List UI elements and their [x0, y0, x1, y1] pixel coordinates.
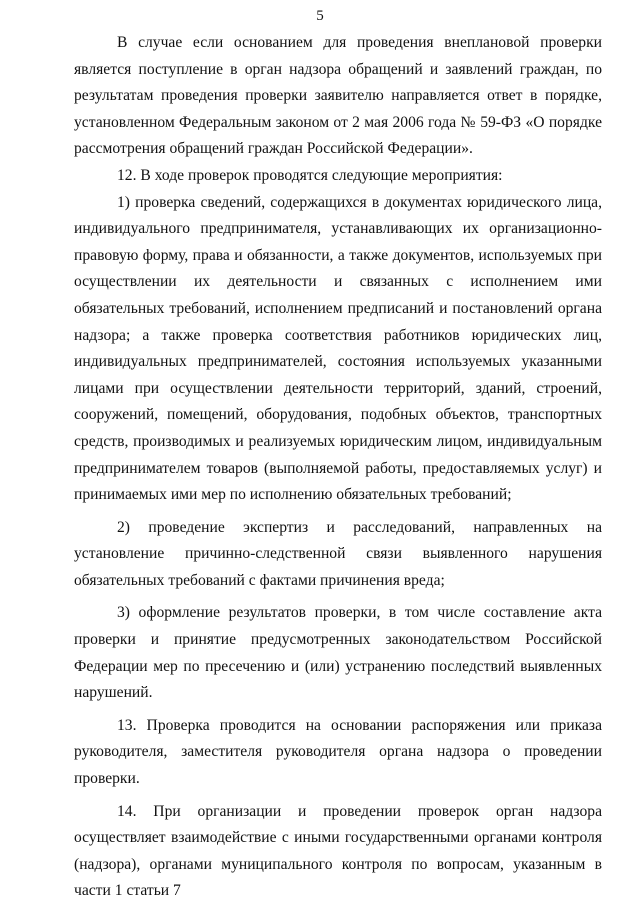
paragraph-12-item-2-expertise: 2) проведение экспертиз и расследований, направленных на установление причинно-следственной связи выявленного нарушения обязательных требований с фактами причинения вреда;	[74, 518, 602, 589]
paragraph-complaint-response: В случае если основанием для проведения внеплановой проверки является поступление в орган надзора обращений и заявлений граждан, по результатам проведения проверки заявителю направляется ответ в порядке, установленном Федеральным законом от 2 мая 2006 года № 59-ФЗ «О порядке рассмотрения обращений граждан Российской Федерации».	[74, 34, 602, 158]
paragraph-12-inspection-measures: 12. В ходе проверок проводятся следующие мероприятия:	[117, 166, 503, 184]
document-body	[74, 30, 602, 905]
paragraph-14-interaction: 14. При организации и проведении проверок орган надзора осуществляет взаимодействие с иными государственными органами контроля (надзора), органами муниципального контроля по вопросам, указанным в части 1 статьи 7	[74, 802, 602, 900]
paragraph-12-item-1-document-check: 1) проверка сведений, содержащихся в документах юридического лица, индивидуального предпринимателя, устанавливающих их организационно-правовую форму, права и обязанности, а также документов, используемых при осуществлении их деятельности и связанных с исполнением ими обязательных требований, исполнением предписаний и постановлений органа надзора; а также проверка соответствия работников юридических лиц, индивидуальных предпринимателей, состояния используемых указанными лицами при осуществлении деятельности территорий, зданий, строений, сооружений, помещений, оборудования, подобных объектов, транспортных средств, производимых и реализуемых юридическим лицом, индивидуальным предпринимателем товаров (выполняемой работы, предоставляемых услуг) и принимаемых ими мер по исполнению обязательных требований;	[74, 193, 602, 504]
paragraph-13-order-basis: 13. Проверка проводится на основании распоряжения или приказа руководителя, заместителя руководителя органа надзора о проведении проверки.	[74, 716, 602, 788]
paragraph-12-item-3-results: 3) оформление результатов проверки, в том числе составление акта проверки и принятие предусмотренных законодательством Российской Федерации мер по пресечению и (или) устранению последствий выявленных нарушений.	[74, 604, 602, 702]
page-number: 5	[316, 8, 324, 24]
